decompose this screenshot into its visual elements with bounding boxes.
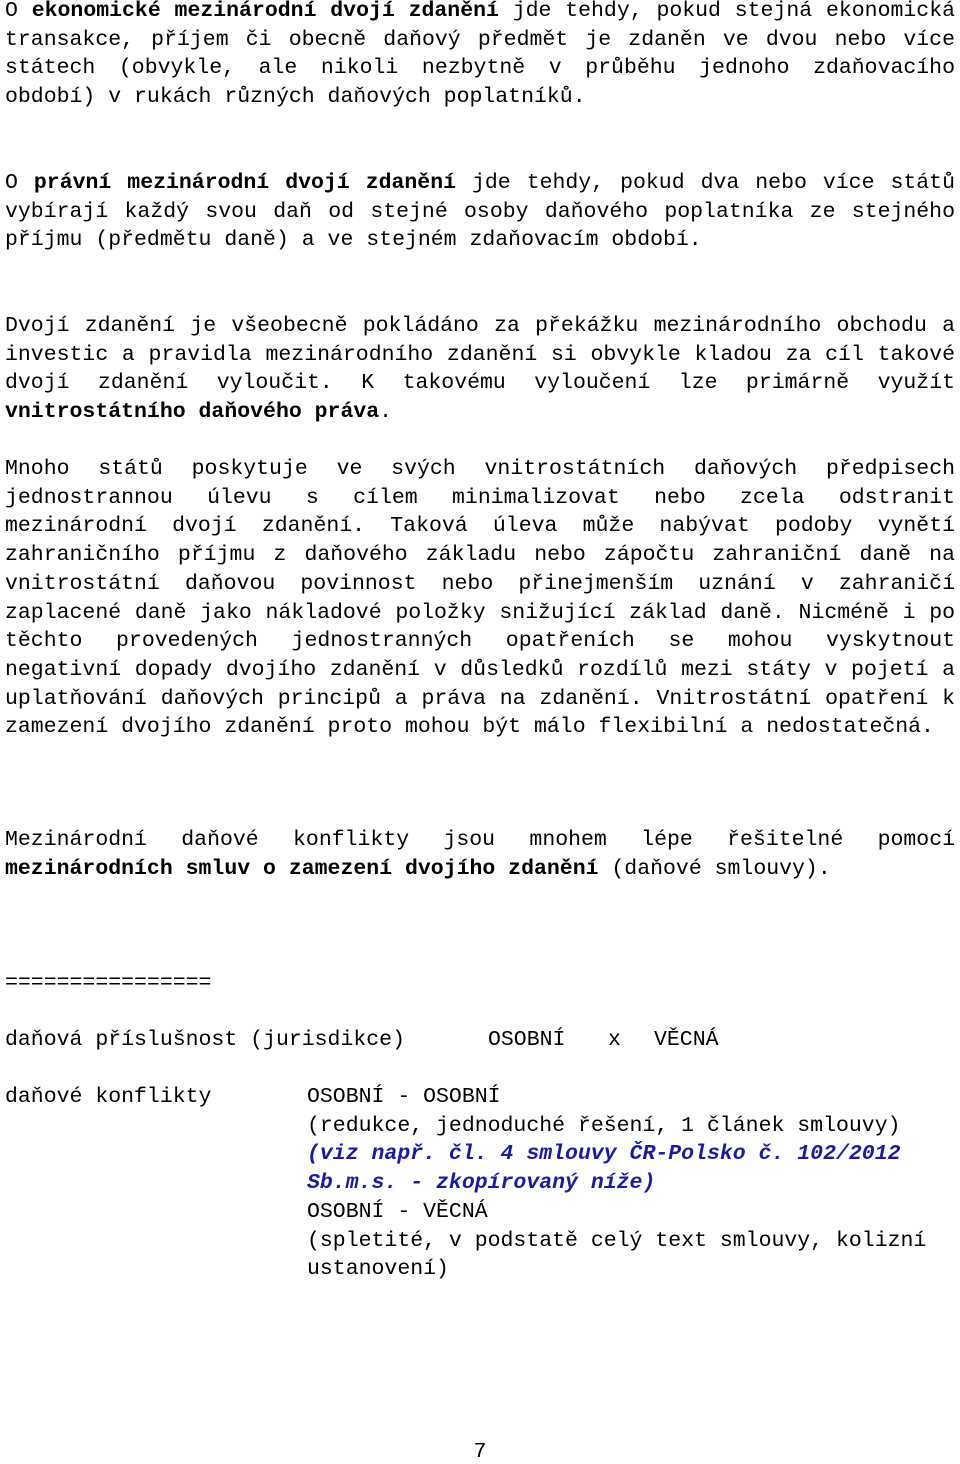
paragraph-obstacle — [5, 312, 955, 427]
p2-term: právní mezinárodní dvojí zdanění — [33, 171, 457, 195]
p3-text: Dvojí zdanění je všeobecně pokládáno za překážku mezinárodního obchodu a investic a pravidla mezinárodního zdanění si obvykle kladou za cíl takové dvojí zdanění vyloučit. K takovému vyloučení lze primárně využít — [5, 314, 955, 396]
conflicts-label: daňové konflikty — [5, 1085, 212, 1109]
p3-end: . — [379, 400, 393, 425]
separator-line: ================ — [5, 971, 212, 995]
paragraph-economic-double-taxation — [5, 0, 955, 112]
p4-text: Mnoho států poskytuje ve svých vnitrostátních daňových předpisech jednostrannou úlevu s cílem minimalizovat nebo zcela odstranit mezinárodní dvojí zdanění. Taková úleva může nabývat podoby vynětí zahraničního příjmu z daňového základu nebo zápočtu zahraniční daně na vnitrostátní daňovou povinnost nebo přinejmenším uznání v zahraničí zaplacené daně jako nákladové položky snižující základ daně. Nicméně i po těchto provedených jednostranných opatřeních se mohou vyskytnout negativní dopady dvojího zdanění v důsledků rozdílů mezi státy v pojetí a uplatňování daňových principů a práva na zdanění. Vnitrostátní opatření k zamezení dvojího zdanění proto mohou být málo flexibilní a nedostatečná. — [5, 457, 955, 740]
paragraph-legal-double-taxation — [5, 169, 955, 255]
conflicts-list — [307, 1083, 927, 1284]
jurisdiction-material: VĚCNÁ — [654, 1028, 719, 1052]
p1-lead: O — [5, 0, 32, 23]
treaty-reference: (viz např. čl. 4 smlouvy ČR-Polsko č. 102/2012 Sb.m.s. - zkopírovaný níže) — [307, 1142, 901, 1196]
conflict-personal-material-note: (spletité, v podstatě celý text smlouvy, kolizní ustanovení) — [307, 1228, 927, 1282]
p2-rest: jde tehdy, pokud dva nebo více států vybírají každý svou daň od stejné osoby daňového poplatníka ze stejného příjmu (předmětu daně) a ve stejném zdaňovacím období. — [5, 171, 955, 253]
conflict-personal-personal: OSOBNÍ - OSOBNÍ — [307, 1085, 501, 1109]
conflict-personal-personal-note: (redukce, jednoduché řešení, 1 článek smlouvy) — [307, 1113, 901, 1138]
p1-term: ekonomické mezinárodní dvojí zdanění — [31, 0, 499, 23]
jurisdiction-personal: OSOBNÍ — [488, 1028, 566, 1052]
p5-term: mezinárodních smluv o zamezení dvojího zdanění — [5, 856, 599, 881]
p1-rest: jde tehdy, pokud stejná ekonomická transakce, příjem či obecně daňový předmět je zdaněn ve dvou nebo více státech (obvykle, ale nikoli nezbytně v průběhu jednoho zdaňovacího období) v rukách různých daňových poplatníků. — [5, 0, 955, 110]
p5-end: (daňové smlouvy). — [598, 856, 831, 881]
page-number: 7 — [473, 1440, 487, 1464]
conflict-personal-material: OSOBNÍ - VĚCNÁ — [307, 1199, 488, 1224]
p3-term: vnitrostátního daňového práva — [5, 400, 380, 425]
p5-text: Mezinárodní daňové konflikty jsou mnohem lépe řešitelné pomocí — [5, 828, 955, 852]
paragraph-unilateral-relief — [5, 455, 955, 742]
jurisdiction-label: daňová příslušnost (jurisdikce) — [5, 1028, 405, 1052]
p2-lead: O — [5, 171, 34, 195]
paragraph-tax-treaties — [5, 826, 955, 883]
jurisdiction-versus: x — [608, 1028, 621, 1052]
